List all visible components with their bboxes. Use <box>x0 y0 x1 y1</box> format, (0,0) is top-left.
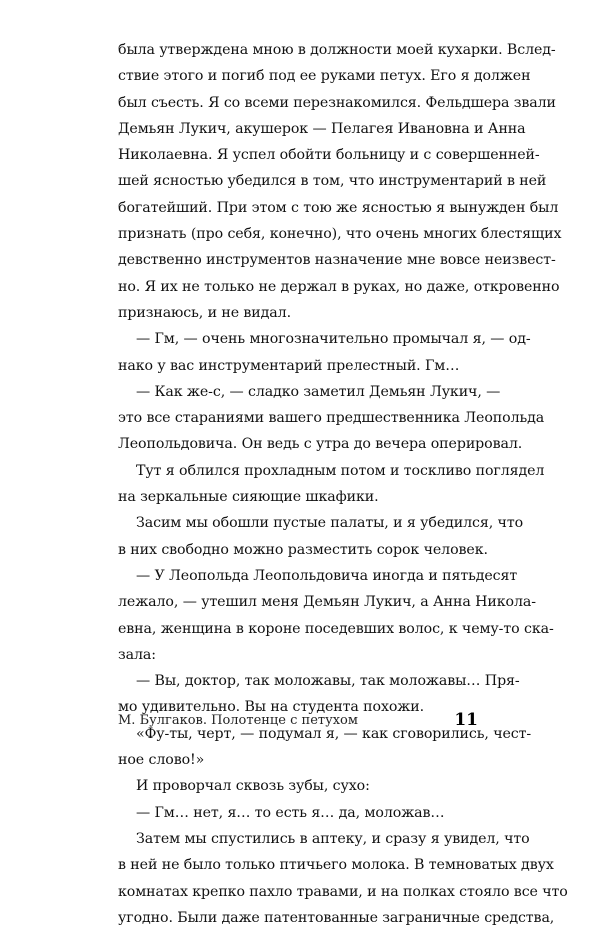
text-line: был съесть. Я со всеми перезнакомился. Фельдшера звали <box>118 94 556 111</box>
text-line: признаюсь, и не видал. <box>118 304 291 321</box>
text-line: угодно. Были даже патентованные заграничные средства, <box>118 909 555 926</box>
text-line: Леопольдовича. Он ведь с утра до вечера оперировал. <box>118 436 523 453</box>
text-line: комнатах крепко пахло травами, и на полках стояло все что <box>118 883 568 900</box>
text-line: евна, женщина в короне поседевших волос, к чему-то ска- <box>118 620 554 637</box>
text-line: ствие этого и погиб под ее руками петух. Его я должен <box>118 68 531 85</box>
text-line: Демьян Лукич, акушерок — Пелагея Ивановна и Анна <box>118 120 526 137</box>
text-line: богатейший. При этом с тою же ясностью я вынужден был <box>118 199 559 216</box>
text-line: — Гм, — очень многозначительно промычал я, — од- <box>136 331 531 348</box>
text-line: была утверждена мною в должности моей кухарки. Вслед- <box>118 42 556 58</box>
text-line: на зеркальные сияющие шкафики. <box>118 489 379 506</box>
page-footer <box>118 710 478 734</box>
text-line: Николаевна. Я успел обойти больницу и с совершенней- <box>118 147 540 164</box>
text-line: но. Я их не только не держал в руках, но даже, откровенно <box>118 278 560 295</box>
text-line: Тут я облился прохладным потом и тоскливо поглядел <box>136 462 545 479</box>
text-line: девственно инструментов назначение мне вовсе неизвест- <box>118 252 556 269</box>
running-title: М. Булгаков. Полотенце с петухом <box>118 713 358 728</box>
body-text <box>118 37 568 931</box>
text-line: в них свободно можно разместить сорок человек. <box>118 541 488 558</box>
text-line: «Фу-ты, черт, — подумал я, — как сговорились, чест- <box>136 725 532 742</box>
text-line: И проворчал сквозь зубы, сухо: <box>136 778 370 795</box>
text-line: ное слово!» <box>118 752 205 769</box>
text-line: шей ясностью убедился в том, что инструментарий в ней <box>118 173 547 190</box>
text-line: мо удивительно. Вы на студента похожи. <box>118 699 425 716</box>
text-line: Засим мы обошли пустые палаты, и я убедился, что <box>136 515 524 532</box>
text-line: в ней не было только птичьего молока. В темноватых двух <box>118 857 554 874</box>
text-line: это все стараниями вашего предшественника Леопольда <box>118 410 545 427</box>
text-line: — Гм… нет, я… то есть я… да, моложав… <box>136 804 445 821</box>
text-line: лежало, — утешил меня Демьян Лукич, а Анна Никола- <box>118 594 536 611</box>
page-number: 11 <box>454 710 478 730</box>
text-line: — У Леопольда Леопольдовича иногда и пятьдесят <box>136 567 518 584</box>
text-line: зала: <box>118 646 156 663</box>
text-line: — Вы, доктор, так моложавы, так моложавы… Пря- <box>136 673 520 690</box>
text-line: Затем мы спустились в аптеку, и сразу я увидел, что <box>136 830 530 847</box>
text-line: признать (про себя, конечно), что очень многих блестящих <box>118 226 562 243</box>
text-line: — Как же-с, — сладко заметил Демьян Лукич, — <box>136 383 501 400</box>
text-line: нако у вас инструментарий прелестный. Гм… <box>118 357 460 374</box>
